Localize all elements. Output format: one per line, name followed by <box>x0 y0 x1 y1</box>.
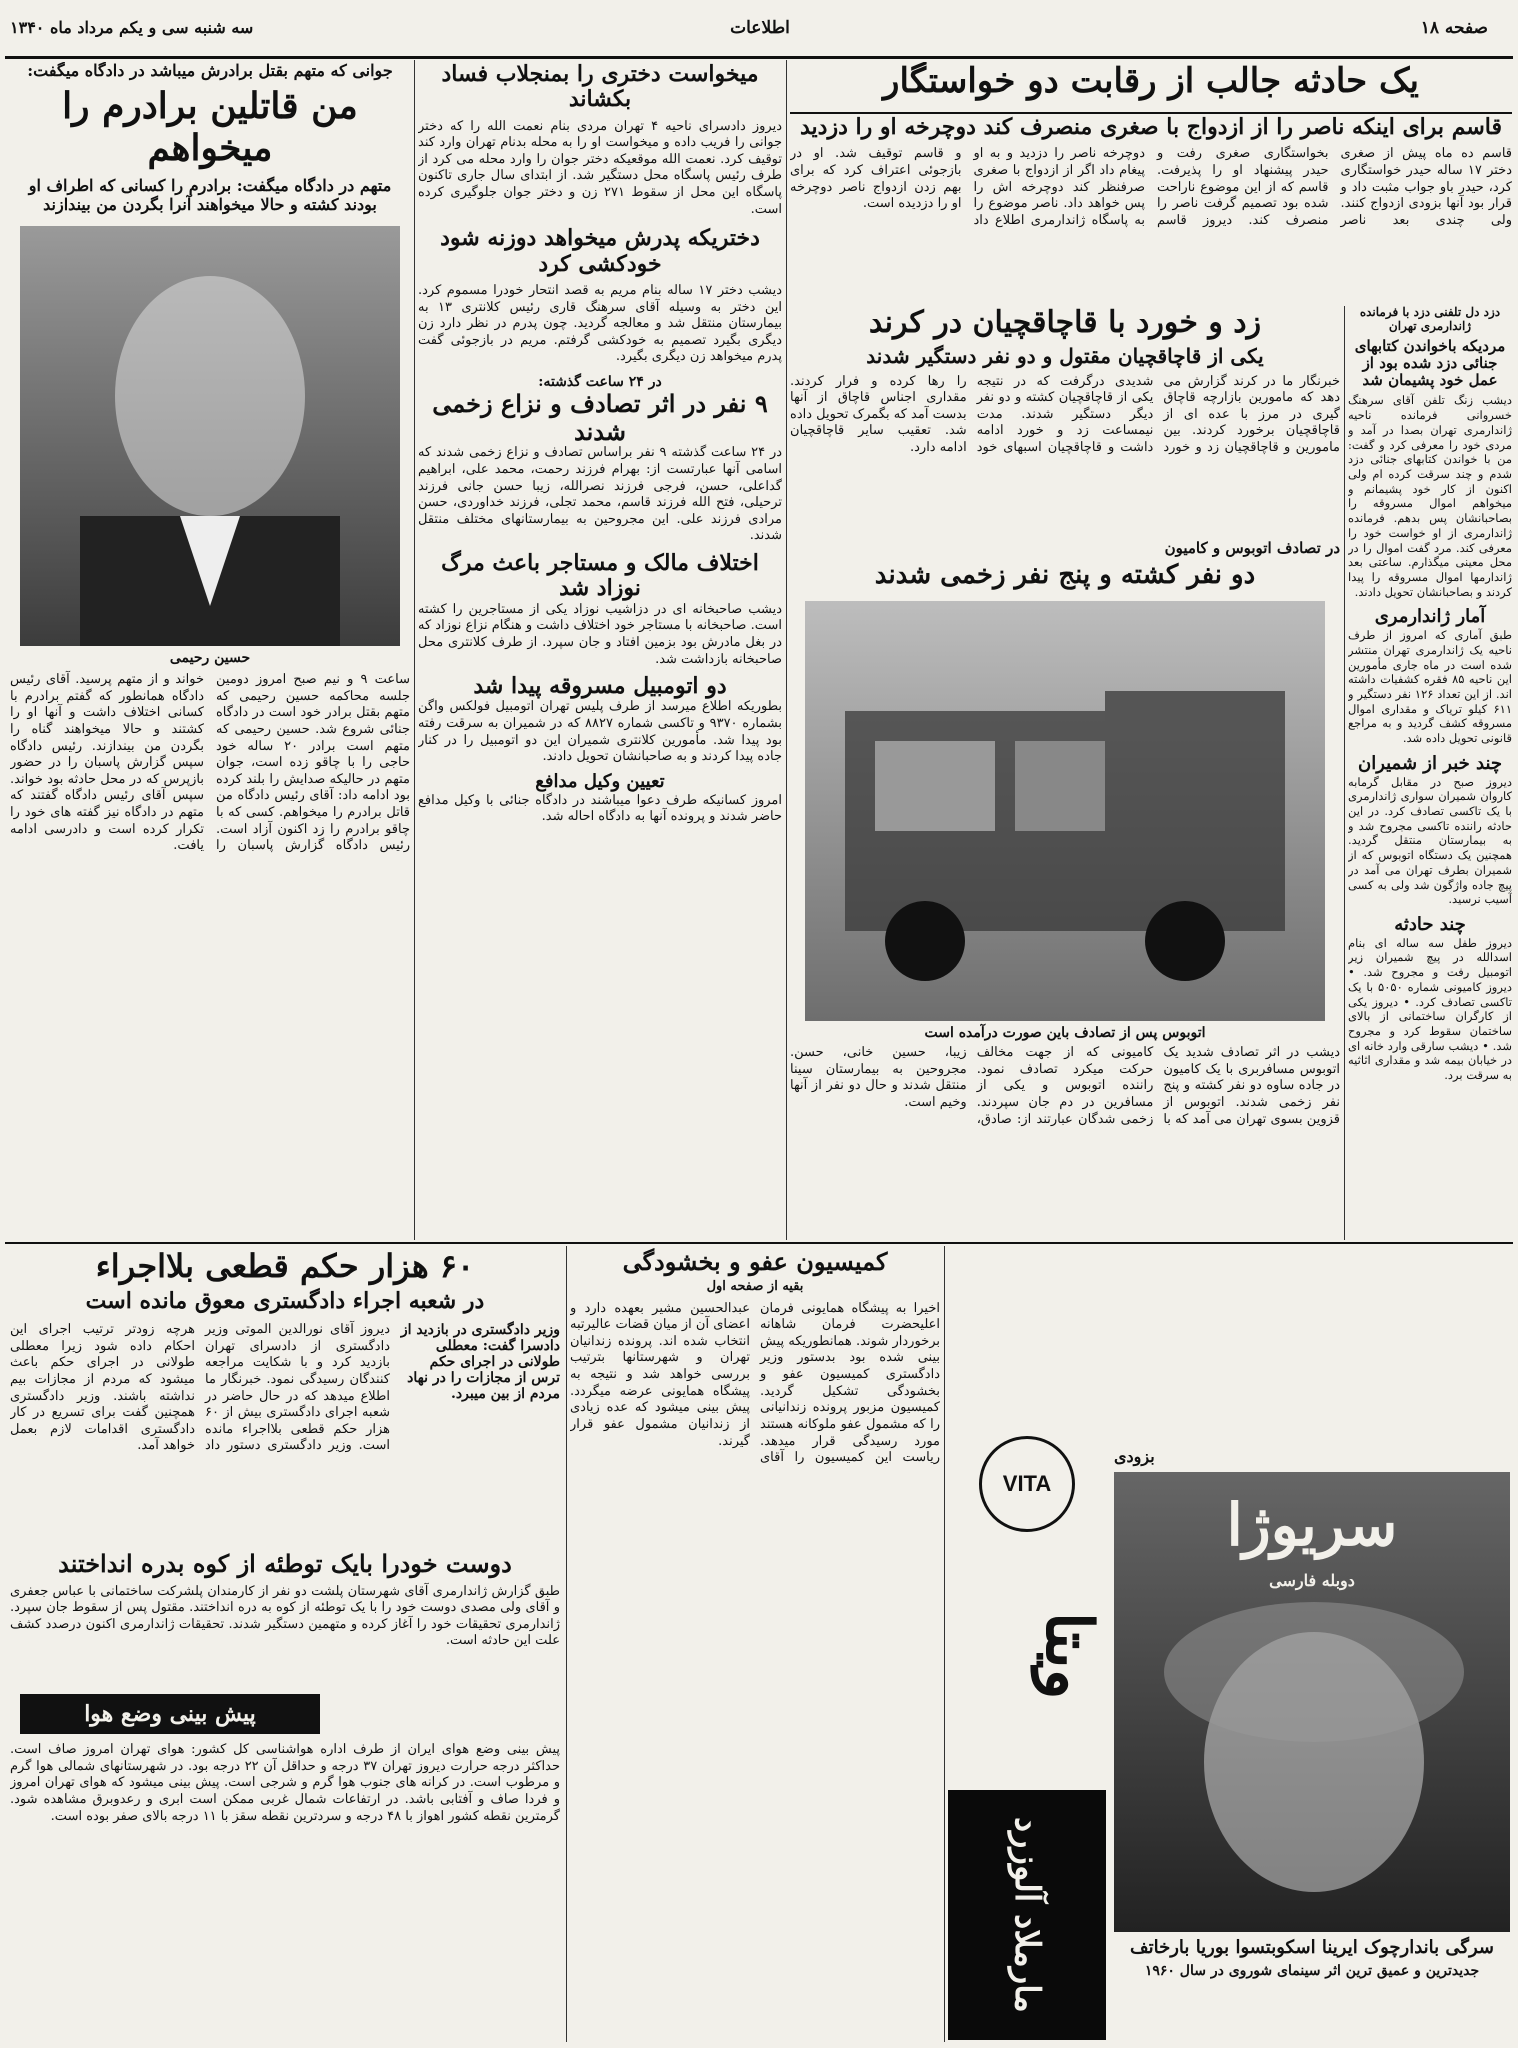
col2-headline5: دو اتومبیل مسروقه پیدا شد <box>473 673 727 700</box>
amnesty-body: اخیرا به پیشگاه همایونی فرمان اعلیحضرت فرمان شاهانه برخوردار شوند. همانطوریکه پیش بینی شده بود بدستور وزیر دادگستری کمیسیون عفو و بخشودگی تشکیل گردید. کمیسیون مزبور پرونده زندانیانی را که مشمول عفو ملوکانه هستند مورد رسیدگی قرار میدهد. ریاست این کمیسیون را آقای عبدالحسین مشیر بعهده دارد و اعضای آن از میان قضات عالیرتبه انتخاب شده اند. پرونده زندانیان تهران و شهرستانها بترتیب بررسی خواهد شد و نتیجه به پیشگاه همایونی عرضه میگردد. پیش بینی میشود که عده زیادی از زندانیان مشمول عفو قرار گیرند. <box>570 1300 940 1466</box>
col-divider-5 <box>944 1246 945 2042</box>
lower-rule <box>5 1242 1513 1244</box>
film-poster <box>1114 1472 1510 1932</box>
sixty-story <box>10 1248 560 1548</box>
weather-headline: پیش بینی وضع هوا <box>84 1701 256 1727</box>
weather-story <box>10 1694 560 2034</box>
gendarmerie-title: آمار ژاندارمری <box>1374 606 1486 628</box>
bus-story <box>790 540 1340 1240</box>
vita-big: ویتا <box>1031 1612 1106 1700</box>
col1-story <box>10 62 410 1242</box>
bus-body: دیشب در اثر تصادف شدید یک اتوبوس مسافربری با یک کامیون در جاده ساوه دو نفر کشته و پنج نفر زخمی شدند. اتوبوس از قزوین بسوی تهران می آمد که با کامیونی که از جهت مخالف حرکت میکرد تصادف نمود. راننده اتوبوس و یکی از مسافرین در دم جان سپردند. زخمی شدگان عبارتند از: صادق، زیبا، حسین خانی، حسن. مجروحین به بیمارستان سینا منتقل شدند و حال دو نفر از آنها وخیم است. <box>790 1045 1340 1127</box>
col2-headline1: میخواست دختری را بمنجلاب فساد بکشاند <box>441 62 759 113</box>
pen-body: دیشب زنگ تلفن آقای سرهنگ خسروانی فرمانده ناحیه ژاندارمری تهران بصدا در آمد و مردی خود را معرفی کرد و گفت: من با خواندن کتابهای جنائی دزد شدم و چند سرقت کرده ام ولی اکنون از کار خود پشیمانم و میخواهم اموال مسروقه را بصاحبانشان پس بدهم. فرمانده ژاندارمری از او خواست خود را معرفی کند. مرد گفت اموال را در محل معینی میگذارم. ساعتی بعد ژاندارمها اموال مسروقه را پیدا کردند و بصاحبانشان تحویل دادند. <box>1348 393 1512 599</box>
col1-photo <box>20 226 400 646</box>
amnesty-continued: بقیه از صفحه اول <box>706 1278 804 1294</box>
man-portrait-icon <box>20 226 400 646</box>
issue-date: سه شنبه سی و یکم مرداد ماه ۱۳۴۰ <box>10 18 254 37</box>
vita-logo <box>979 1436 1075 1532</box>
col2-body4: دیشب صاحبخانه ای در دزاشیب نوزاد یکی از مستاجرین را کشته است. صاحبخانه با مستاجر خود اختلاف داشت و هنگام نزاع نوزاد که در بغل مادرش بود بزمین افتاد و جان سپرد. از طرف کلانتری محل صاحبخانه بازداشت شد. <box>418 601 782 667</box>
col-divider-2 <box>786 60 787 1240</box>
sixty-deck: در شعبه اجراء دادگستری معوق مانده است <box>85 1287 485 1314</box>
col2-headline2: دختریکه پدرش میخواهد دوزنه شود خودکشی کرد <box>440 225 760 277</box>
amnesty-headline: کمیسیون عفو و بخشودگی <box>622 1248 888 1276</box>
shemiran-title: چند خبر از شمیران <box>1357 752 1503 774</box>
film-ad <box>1114 1448 1510 2040</box>
weather-banner <box>20 1694 320 1734</box>
lead-rule <box>790 112 1512 114</box>
pen-headline: مردیکه باخواندن کتابهای جنائی دزد شده بود از عمل خود پشیمان شد <box>1354 336 1506 390</box>
fell-headline: دوست خودرا بایک توطئه از کوه بدره انداختند <box>58 1550 512 1578</box>
pen-kicker: دزد دل تلفنی دزد با فرمانده ژاندارمری تهران <box>1359 306 1501 333</box>
film-tagline: جدیدترین و عمیق ترین اثر سینمای شوروی در سال ۱۹۶۰ <box>1144 1963 1480 1980</box>
col1-headline: من قاتلین برادرم را میخواهم <box>62 85 358 169</box>
bus-photo-caption: اتوبوس پس از تصادف باین صورت درآمده است <box>924 1025 1206 1042</box>
film-title: سریوژا <box>1226 1491 1398 1560</box>
vita-ad <box>948 1430 1106 2040</box>
sixty-subhead: وزیر دادگستری در بازدید از دادسرا گفت: معطلی طولانی در اجرای حکم ترس از مجازات را در نهاد مردم از بین میبرد. <box>400 1322 560 1403</box>
masthead-rule <box>5 56 1513 59</box>
shemiran-body: دیروز صبح در مقابل گرمابه کاروان شمیران سواری ژاندارمری با یک تاکسی تصادف کرد. در این حادثه راننده تاکسی مجروح شد و به بیمارستان منتقل گردید. همچنین یک دستگاه اتوبوس که از شمیران بطرف تهران می آمد در پیچ جاده واژگون شد ولی به کسی آسیب نرسید. <box>1348 774 1512 907</box>
smuggling-headline: زد و خورد با قاچاقچیان در کرند <box>868 306 1262 340</box>
weather-body: پیش بینی وضع هوای ایران از طرف اداره هواشناسی کل کشور: هوای تهران امروز صاف است. حداکثر درجه حرارت دیروز تهران ۳۷ درجه و حداقل آن ۲۲ درجه بود. در شهرستانهای شمالی هوا گرم و مرطوب است. در کرانه های جنوب هوا گرم و شرجی است. پیش بینی میشود که هوای تهران امروز و فردا صاف و آفتابی باشد. در ارتفاعات شمال غربی ممکن است ابری و رعدوبرق مشاهده شود. گرمترین نقطه کشور اهواز با ۴۸ درجه و سردترین نقطه سقز با ۱۱ درجه بالای صفر بوده است. <box>10 1742 560 1824</box>
col2-body6: امروز کسانیکه طرف دعوا میباشند در دادگاه جنائی با وکیل مدافع حاضر شدند و پرونده آنها به دادگاه احاله شد. <box>418 792 782 825</box>
amnesty-story <box>570 1248 940 2038</box>
page-label: صفحه ۱۸ <box>1420 18 1488 38</box>
wrecked-bus-icon <box>805 601 1325 1021</box>
col2-body1: دیروز دادسرای ناحیه ۴ تهران مردی بنام نعمت الله را که دختر جوانی را فریب داده و میخواست او را به محله بدنام تهران وارد کند توقیف کرد. نعمت الله موقعیکه دختر جوان را وارد محله می کرد از طرف رئیس پاسگاه محل دستگیر شد. از ابتدای سال جاری تاکنون پاسگاه این محل از سقوط ۲۷۱ زن و دختر جوان جلوگیری کرده است. <box>418 118 782 217</box>
bus-kicker: در تصادف اتوبوس و کامیون <box>1164 540 1340 557</box>
bus-photo <box>805 601 1325 1021</box>
pen-column <box>1348 306 1512 1240</box>
sixty-headline: ۶۰ هزار حکم قطعی بلااجراء <box>95 1248 475 1285</box>
col-divider-1 <box>414 60 415 1240</box>
col2-stories <box>418 62 782 1242</box>
col1-photo-caption: حسین رحیمی <box>169 649 251 666</box>
lead-body: قاسم ده ماه پیش از صغری دختر ۱۷ ساله حیدر خواستگاری کرد، حیدر باو جواب مثبت داد و قرار بود آنها بزودی ازدواج کنند. ولی چندی بعد ناصر بخواستگاری صغری رفت و حیدر پیشنهاد او را پذیرفت. قاسم که از این موضوع ناراحت شده بود تصمیم گرفت ناصر را منصرف کند. دیروز قاسم دوچرخه ناصر را دزدید و به او پیغام داد اگر از ازدواج با صغری صرفنظر کند دوچرخه اش را پس خواهد داد. ناصر موضوع را به پاسگاه ژاندارمری اطلاع داد و قاسم توقیف شد. او در بازجوئی اعتراف کرد که برای بهم زدن ازدواج ناصر دوچرخه او را دزدیده است. <box>790 146 1512 228</box>
lead-story <box>790 62 1512 302</box>
vita-slogan-box <box>948 1790 1106 2040</box>
col2-kicker3: در ۲۴ ساعت گذشته: <box>538 374 662 391</box>
paper-name: اطلاعات <box>730 18 790 38</box>
film-cast: سرگی باندارچوک ایرینا اسکوبتسوا بوریا بارخاتف <box>1129 1937 1495 1959</box>
accident-title: چند حادثه <box>1394 914 1466 935</box>
film-top: بزودی <box>1114 1448 1155 1466</box>
col1-kicker: جوانی که متهم بقتل برادرش میباشد در دادگاه میگفت: <box>27 62 393 80</box>
col1-deck: متهم در دادگاه میگفت: برادرم را کسانی که اطراف او بودند کشته و حالا میخواهند آنرا بگردن من بیندازند <box>28 176 392 214</box>
lead-deck: قاسم برای اینکه ناصر را از ازدواج با صغری منصرف کند دوچرخه او را دزدید <box>799 114 1503 141</box>
sixty-body: دیروز آقای نورالدین الموتی وزیر دادگستری از دادسرای تهران بازدید کرد و با شکایت مراجعه کنندگان رسیدگی نمود. خبرنگار ما اطلاع میدهد که در حال حاضر در شعبه اجرای دادگستری بیش از ۶۰ هزار حکم قطعی بلااجراء مانده است. وزیر دادگستری دستور داد هرچه زودتر ترتیب اجرای این احکام داده شود زیرا معطلی طولانی در اجرای حکم باعث میشود که مردم از مجازات بیم نداشته باشند. وزیر دادگستری همچنین گفت برای تسریع در کار دادگستری اقدامات لازم بعمل خواهد آمد. <box>10 1322 390 1454</box>
lead-headline: یک حادثه جالب از رقابت دو خواستگار <box>883 62 1419 101</box>
col2-headline3: ۹ نفر در اثر تصادف و نزاع زخمی شدند <box>432 389 768 446</box>
vita-slogan: مارملاد آلوزرد <box>1007 1817 1047 2013</box>
col2-headline4: اختلاف مالک و مستاجر باعث مرگ نوزاد شد <box>441 550 759 602</box>
vita-logo-text: VITA <box>1002 1471 1052 1496</box>
smuggling-story <box>790 306 1340 536</box>
col2-body2: دیشب دختر ۱۷ ساله بنام مریم به قصد انتحار خودرا مسموم کرد. این دختر به وسیله آقای سرهنگ قاری رئیس کلانتری ۱۳ به بیمارستان منتقل شد و معالجه گردید. چون پدرم در نظر دارد زن دیگری بگیرد تصمیم به خودکشی گرفتم. مریم در بازجوئی گفت پدرم میخواهد زن دیگری بگیرد. <box>418 282 782 365</box>
bus-headline: دو نفر کشته و پنج نفر زخمی شدند <box>874 560 1256 591</box>
film-dub: دوبله فارسی <box>1269 1571 1355 1591</box>
smuggling-deck: یکی از قاچاقچیان مقتول و دو نفر دستگیر شدند <box>866 343 1264 368</box>
col-divider-3 <box>1344 306 1345 1240</box>
gendarmerie-body: طبق آماری که امروز از طرف ناحیه یک ژاندارمری تهران منتشر شده است در ماه جاری مأمورین این ناحیه ۸۵ فقره کشفیات داشته اند. از این تعداد ۱۲۶ نفر دستگیر و ۶۱۱ کیلو تریاک و مقداری اموال مسروقه کشف گردید و به مراجع قانونی تحویل داده شد. <box>1348 628 1512 746</box>
col1-body: ساعت ۹ و نیم صبح امروز دومین جلسه محاکمه حسین رحیمی که متهم بقتل برادر خود است در دادگاه جنائی شروع شد. حسین رحیمی که متهم است برادر ۲۰ ساله خود حاجی را با چاقو زده است، جوان متهم در حالیکه صدایش را بلند کرده بود ادامه داد: آقای رئیس دادگاه من قاتل برادرم را میخواهم. کسی که با چاقو برادرم را زد اکنون آزاد است. رئیس دادگاه گزارش پاسبان را خواند و از متهم پرسید. آقای رئیس دادگاه همانطور که گفتم برادرم با کسانی اختلاف داشت و آنها او را کشتند و حالا میخواهند گناه را بگردن من بیندازند. رئیس دادگاه سپس گزارش پاسبان را در حضور بازپرس که در محل حادثه بود خواند. سپس آقای رئیس دادگاه گفتند که متهم در دادگاه نیز گفته های خود را تکرار کرده است و دادرسی ادامه یافت. <box>10 672 410 854</box>
col2-body5: بطوریکه اطلاع میرسد از طرف پلیس تهران اتومبیل فولکس واگن بشماره ۹۳۷۰ و تاکسی شماره ۸۸۲۷ که در شمیران به سرقت رفته بود پیدا شد. مأمورین کلانتری شمیران این دو اتومبیل را در کنار جاده پیدا کردند و به صاحبانشان تحویل دادند. <box>418 699 782 765</box>
fell-body: طبق گزارش ژاندارمری آقای شهرستان پلشت دو نفر از کارمندان پلشرکت ساختمانی با عباس جعفری و آقای ولی مصدی دوست خود را با یک توطئه از کوه به دره انداختند. مقتول پس از سقوط جان سپرد. ژاندارمری تحقیقات خود را آغاز کرده و متهمین دستگیر شدند. تحقیقات ژاندارمری اکنون درصدد کشف علت این حادثه است. <box>10 1583 560 1649</box>
col2-body3: در ۲۴ ساعت گذشته ۹ نفر براساس تصادف و نزاع زخمی شدند که اسامی آنها عبارتست از: بهرام فرزند رحمت، محمد علی، ابراهیم گداعلی، حسن، فرجی فرزند نصرالله، زیبا حسن جانی فرزند ترحیلی، فتح الله فرزند قاسم، محمد تجلی، فرزند خداوردی، حسن مرادی فرزند علی. این مجروحین به بیمارستانهای مختلف منتقل شدند. <box>418 445 782 544</box>
accident-body: دیروز طفل سه ساله ای بنام اسدالله در پیچ شمیران زیر اتومبیل رفت و مجروح شد. • دیروز کامیونی شماره ۵۰۵۰ با یک تاکسی تصادف کرد. • دیروز یکی از کارگران ساختمانی از بالای ساختمان سقوط کرد و مجروح شد. • دیشب سارقی وارد خانه ای در خیابان بیمه شد و مقداری اثاثیه به سرقت برد. <box>1348 935 1512 1083</box>
col-divider-4 <box>566 1246 567 2042</box>
child-portrait-icon <box>1114 1472 1510 1932</box>
masthead <box>0 0 1518 58</box>
col2-headline6: تعیین وکیل مدافع <box>535 770 665 792</box>
fell-story <box>10 1550 560 1690</box>
smuggling-body: خبرنگار ما در کرند گزارش می دهد که مامورین بازارچه قاچاق گیری در مرز با عده ای از قاچاقچیان برخورد کردند. بین مامورین و قاچاقچیان زد و خورد شدیدی درگرفت که در نتیجه یکی از قاچاقچیان کشته و دو نفر دیگر دستگیر شدند. مدت نیمساعت زد و خورد ادامه داشت و قاچاقچیان اسبهای خود را رها کرده و فرار کردند. مقداری اجناس قاچاق از آنها بدست آمد که بگمرک تحویل داده شد. تعقیب سایر قاچاقچیان ادامه دارد. <box>790 373 1340 455</box>
